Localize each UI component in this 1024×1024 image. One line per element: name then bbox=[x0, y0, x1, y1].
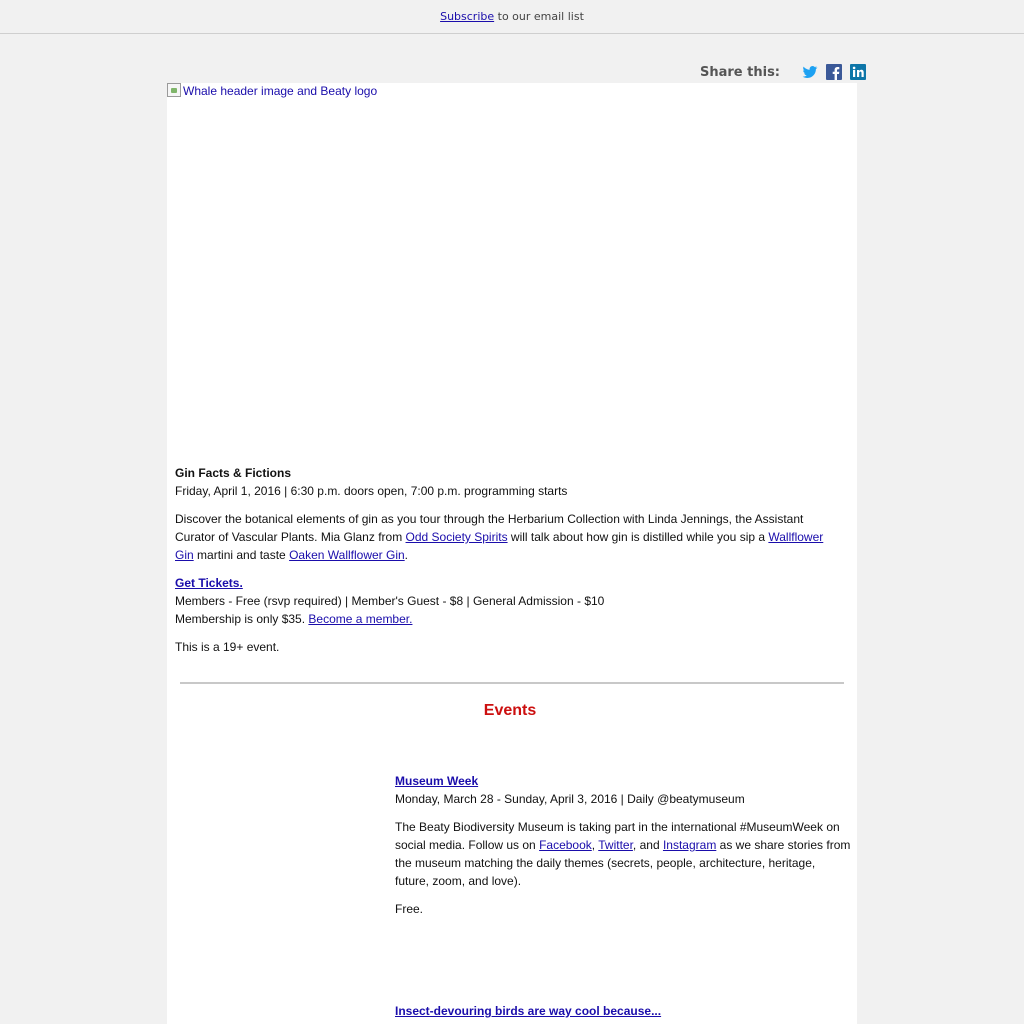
mw-sep-1: , bbox=[591, 838, 599, 852]
oaken-link[interactable]: Oaken Wallflower Gin bbox=[289, 548, 405, 562]
header-image[interactable] bbox=[167, 83, 377, 99]
main-event-header bbox=[175, 464, 845, 500]
become-member-link[interactable]: Become a member. bbox=[308, 612, 413, 626]
birds-title-link[interactable]: Insect-devouring birds are way cool because... bbox=[395, 1004, 662, 1018]
share-label: Share this: bbox=[700, 64, 781, 80]
ticket-prices: Members - Free (rsvp required) | Member's Guest - $8 | General Admission - $10 bbox=[175, 594, 605, 608]
get-tickets-link[interactable]: Get Tickets. bbox=[175, 576, 243, 590]
tickets-section bbox=[175, 574, 845, 628]
events-heading: Events bbox=[483, 702, 537, 719]
museum-week-price: Free. bbox=[395, 902, 424, 916]
linkedin-icon[interactable] bbox=[850, 64, 866, 80]
desc-text-4: . bbox=[404, 548, 409, 562]
museum-week-event bbox=[395, 772, 851, 808]
mw-sep-2: , and bbox=[632, 838, 663, 852]
subscribe-link[interactable]: Subscribe bbox=[440, 10, 495, 23]
subscribe-text: to our email list bbox=[494, 10, 584, 23]
section-divider bbox=[180, 682, 844, 684]
museum-week-price-section bbox=[395, 900, 851, 918]
desc-text-1: Discover the botanical elements of gin as you tour through the Herbarium Collection with Linda Jennings, the Assistant Curator of Vascular Plants. Mia Glanz from bbox=[175, 512, 804, 544]
main-event-description bbox=[175, 510, 845, 564]
odd-society-link[interactable]: Odd Society Spirits bbox=[405, 530, 508, 544]
desc-text-2: will talk about how gin is distilled while you sip a bbox=[507, 530, 769, 544]
birds-event bbox=[395, 1002, 851, 1020]
twitter-icon[interactable] bbox=[802, 64, 818, 80]
main-event-date: Friday, April 1, 2016 | 6:30 p.m. doors open, 7:00 p.m. programming starts bbox=[175, 484, 568, 498]
broken-image-icon bbox=[167, 83, 181, 97]
facebook-icon[interactable] bbox=[826, 64, 842, 80]
main-event-title: Gin Facts & Fictions bbox=[175, 466, 292, 480]
museum-week-description bbox=[395, 818, 851, 890]
age-note: This is a 19+ event. bbox=[175, 640, 280, 654]
age-note-section bbox=[175, 638, 845, 656]
museum-week-title-link[interactable]: Museum Week bbox=[395, 774, 479, 788]
twitter-link[interactable]: Twitter bbox=[598, 838, 633, 852]
email-content bbox=[167, 83, 857, 1024]
membership-text: Membership is only $35. bbox=[175, 612, 309, 626]
top-bar bbox=[0, 0, 1024, 34]
instagram-link[interactable]: Instagram bbox=[662, 838, 717, 852]
mw-desc-2: as we share stories from the museum matching the daily themes (secrets, people, architecture, heritage, future, zoom, and love). bbox=[395, 838, 851, 888]
mw-desc-1: The Beaty Biodiversity Museum is taking part in the international #MuseumWeek on social media. Follow us on bbox=[395, 820, 840, 852]
museum-week-date: Monday, March 28 - Sunday, April 3, 2016 | Daily @beatymuseum bbox=[395, 792, 745, 806]
facebook-link[interactable]: Facebook bbox=[539, 838, 592, 852]
wallflower-link[interactable]: Wallflower Gin bbox=[175, 530, 824, 562]
share-bar bbox=[700, 62, 866, 82]
header-image-alt: Whale header image and Beaty logo bbox=[183, 84, 378, 98]
desc-text-3: martini and taste bbox=[193, 548, 290, 562]
